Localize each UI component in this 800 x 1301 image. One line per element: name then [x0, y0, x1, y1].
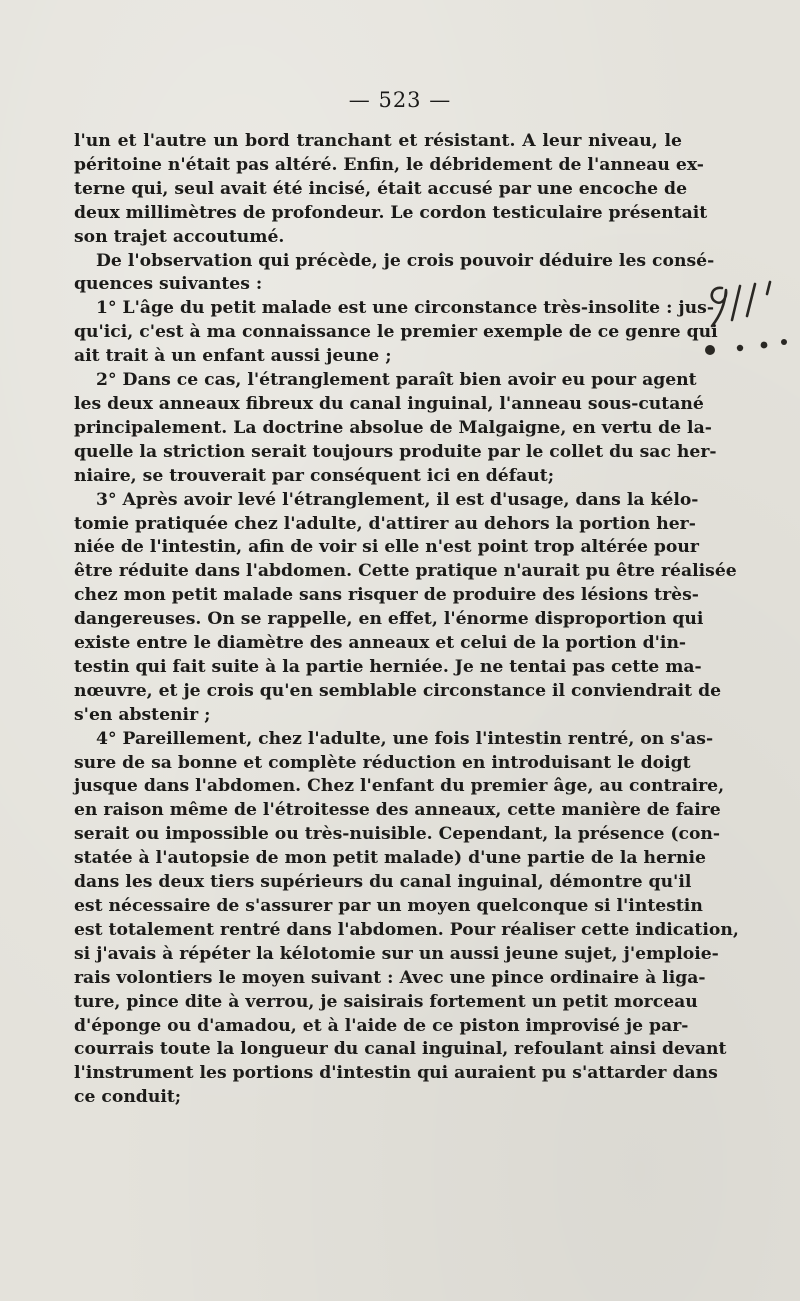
- text-line: si j'avais à répéter la kélotomie sur un aussi jeune sujet, j'emploie-: [74, 943, 719, 964]
- text-line: dangereuses. On se rappelle, en effet, l'énorme disproportion qui: [74, 609, 704, 630]
- paragraph: [74, 297, 718, 369]
- text-line: les deux anneaux fibreux du canal inguinal, l'anneau sous-cutané: [74, 393, 704, 414]
- text-line: être réduite dans l'abdomen. Cette pratique n'aurait pu être réalisée: [74, 561, 737, 582]
- text-line: s'en abstenir ;: [74, 704, 211, 725]
- text-line: De l'observation qui précède, je crois pouvoir déduire les consé-: [96, 250, 715, 271]
- text-line: sure de sa bonne et complète réduction en introduisant le doigt: [74, 752, 691, 773]
- text-line: est totalement rentré dans l'abdomen. Pour réaliser cette indication,: [74, 919, 739, 940]
- text-line: 1° L'âge du petit malade est une circonstance très-insolite : jus-: [96, 298, 714, 319]
- text-line: 4° Pareillement, chez l'adulte, une fois l'intestin rentré, on s'as-: [96, 728, 714, 749]
- text-line: d'éponge ou d'amadou, et à l'aide de ce piston improvisé je par-: [74, 1015, 689, 1036]
- text-line: niaire, se trouverait par conséquent ici en défaut;: [74, 465, 555, 486]
- text-line: en raison même de l'étroitesse des anneaux, cette manière de faire: [74, 800, 721, 821]
- text-line: 2° Dans ce cas, l'étranglement paraît bien avoir eu pour agent: [96, 370, 697, 391]
- paragraph: [74, 130, 708, 250]
- text-line: existe entre le diamètre des anneaux et celui de la portion d'in-: [74, 633, 687, 654]
- text-line: statée à l'autopsie de mon petit malade) d'une partie de la hernie: [74, 848, 706, 869]
- text-line: quelle la striction serait toujours produite par le collet du sac her-: [74, 441, 717, 462]
- text-line: l'un et l'autre un bord tranchant et résistant. A leur niveau, le: [74, 131, 682, 151]
- text-line: chez mon petit malade sans risquer de produire des lésions très-: [74, 585, 699, 606]
- handwritten-margin-note: [700, 270, 795, 380]
- text-line: nœuvre, et je crois qu'en semblable circonstance il conviendrait de: [74, 680, 722, 701]
- paragraph: [74, 250, 715, 298]
- paragraph: [74, 369, 717, 489]
- text-line: deux millimètres de profondeur. Le cordon testiculaire présentait: [74, 202, 708, 223]
- text-line: ait trait à un enfant aussi jeune ;: [74, 346, 392, 367]
- text-line: l'instrument les portions d'intestin qui auraient pu s'attarder dans: [74, 1063, 718, 1084]
- body-text: [74, 130, 739, 1110]
- text-line: 3° Après avoir levé l'étranglement, il est d'usage, dans la kélo-: [96, 489, 699, 510]
- text-line: ture, pince dite à verrou, je saisirais fortement un petit morceau: [74, 991, 698, 1012]
- paragraph: [74, 728, 739, 1111]
- text-line: courrais toute la longueur du canal inguinal, refoulant ainsi devant: [74, 1039, 727, 1060]
- text-line: rais volontiers le moyen suivant : Avec une pince ordinaire à liga-: [74, 967, 706, 988]
- text-line: terne qui, seul avait été incisé, était accusé par une encoche de: [74, 178, 688, 199]
- text-line: péritoine n'était pas altéré. Enfin, le débridement de l'anneau ex-: [74, 154, 704, 175]
- text-line: serait ou impossible ou très-nuisible. Cependant, la présence (con-: [74, 824, 721, 845]
- text-line: qu'ici, c'est à ma connaissance le premier exemple de ce genre qui: [74, 322, 718, 343]
- text-line: ce conduit;: [74, 1087, 182, 1108]
- paragraph: [74, 489, 737, 728]
- text-line: est nécessaire de s'assurer par un moyen quelconque si l'intestin: [74, 896, 703, 916]
- text-line: jusque dans l'abdomen. Chez l'enfant du premier âge, au contraire,: [74, 776, 725, 797]
- page-number: — 523 —: [348, 88, 452, 112]
- text-line: tomie pratiquée chez l'adulte, d'attirer au dehors la portion her-: [74, 513, 696, 534]
- text-line: niée de l'intestin, afin de voir si elle n'est point trop altérée pour: [74, 537, 699, 558]
- text-line: son trajet accoutumé.: [74, 226, 285, 247]
- text-line: principalement. La doctrine absolue de Malgaigne, en vertu de la-: [74, 417, 712, 438]
- text-line: quences suivantes :: [74, 274, 263, 295]
- text-line: testin qui fait suite à la partie herniée. Je ne tentai pas cette ma-: [74, 656, 702, 677]
- text-line: dans les deux tiers supérieurs du canal inguinal, démontre qu'il: [74, 872, 692, 893]
